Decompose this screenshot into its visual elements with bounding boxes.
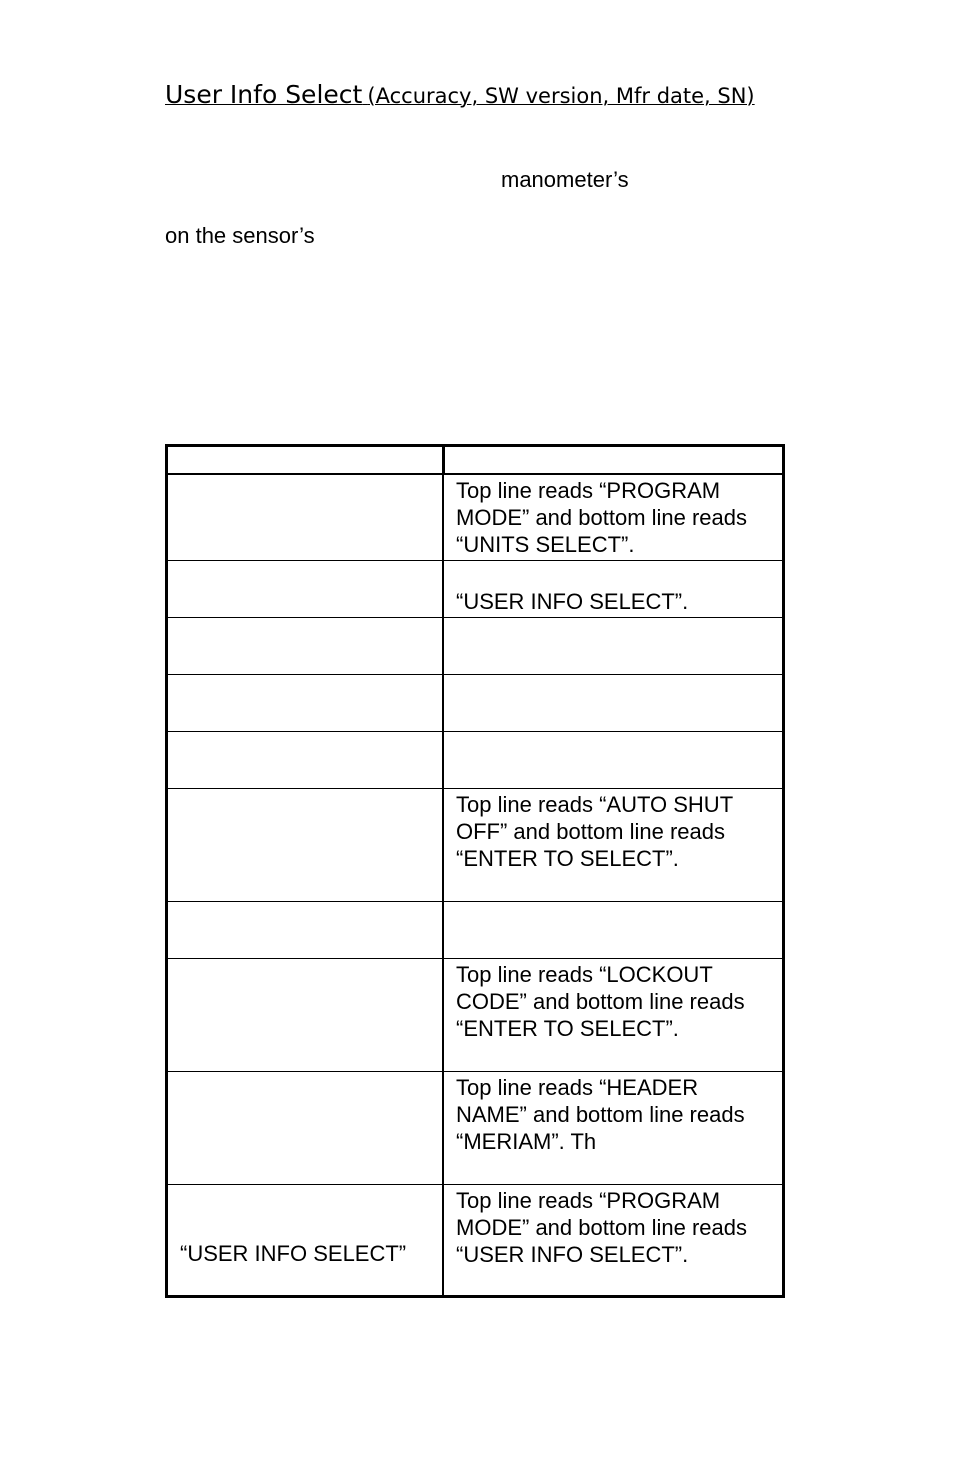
- title-main: User Info Select: [165, 80, 363, 109]
- step-action-cell: [167, 959, 444, 1072]
- step-action-cell: [167, 902, 444, 959]
- step-result-cell: “USER INFO SELECT”.: [443, 561, 784, 618]
- step-result-cell: [443, 732, 784, 789]
- step-result-cell: [443, 618, 784, 675]
- step-action-cell: [167, 618, 444, 675]
- step-action-cell: [167, 561, 444, 618]
- table-row: [167, 1185, 784, 1297]
- table-row: [167, 902, 784, 959]
- header-cell-left: [167, 446, 444, 475]
- step-result-cell: Top line reads “LOCKOUT CODE” and bottom line reads “ENTER TO SELECT”.: [443, 959, 784, 1072]
- table-row: [167, 1072, 784, 1185]
- text-fragment-manometers: manometer’s: [501, 167, 629, 192]
- steps-table: [165, 444, 785, 1298]
- step-action-cell: “USER INFO SELECT”: [167, 1185, 444, 1297]
- table-row: [167, 789, 784, 902]
- header-cell-right: [443, 446, 784, 475]
- table-row: [167, 618, 784, 675]
- step-action-cell: [167, 474, 444, 561]
- step-result-cell: Top line reads “PROGRAM MODE” and bottom line reads “UNITS SELECT”.: [443, 474, 784, 561]
- step-result-cell: Top line reads “HEADER NAME” and bottom line reads “MERIAM”. Th: [443, 1072, 784, 1185]
- step-result-cell: [443, 675, 784, 732]
- page-title: [165, 80, 755, 109]
- step-action-cell: [167, 732, 444, 789]
- table-row: [167, 732, 784, 789]
- text-fragment-sensors: on the sensor’s: [165, 223, 315, 248]
- step-action-cell: [167, 1072, 444, 1185]
- step-result-cell: Top line reads “AUTO SHUT OFF” and bottom line reads “ENTER TO SELECT”.: [443, 789, 784, 902]
- step-result-cell: Top line reads “PROGRAM MODE” and bottom line reads “USER INFO SELECT”.: [443, 1185, 784, 1297]
- table-row: [167, 474, 784, 561]
- table-row: [167, 959, 784, 1072]
- table-row: [167, 675, 784, 732]
- step-action-cell: [167, 675, 444, 732]
- table-row: [167, 561, 784, 618]
- table-header-row: [167, 446, 784, 475]
- title-subtitle: (Accuracy, SW version, Mfr date, SN): [367, 84, 755, 108]
- step-action-cell: [167, 789, 444, 902]
- step-result-cell: [443, 902, 784, 959]
